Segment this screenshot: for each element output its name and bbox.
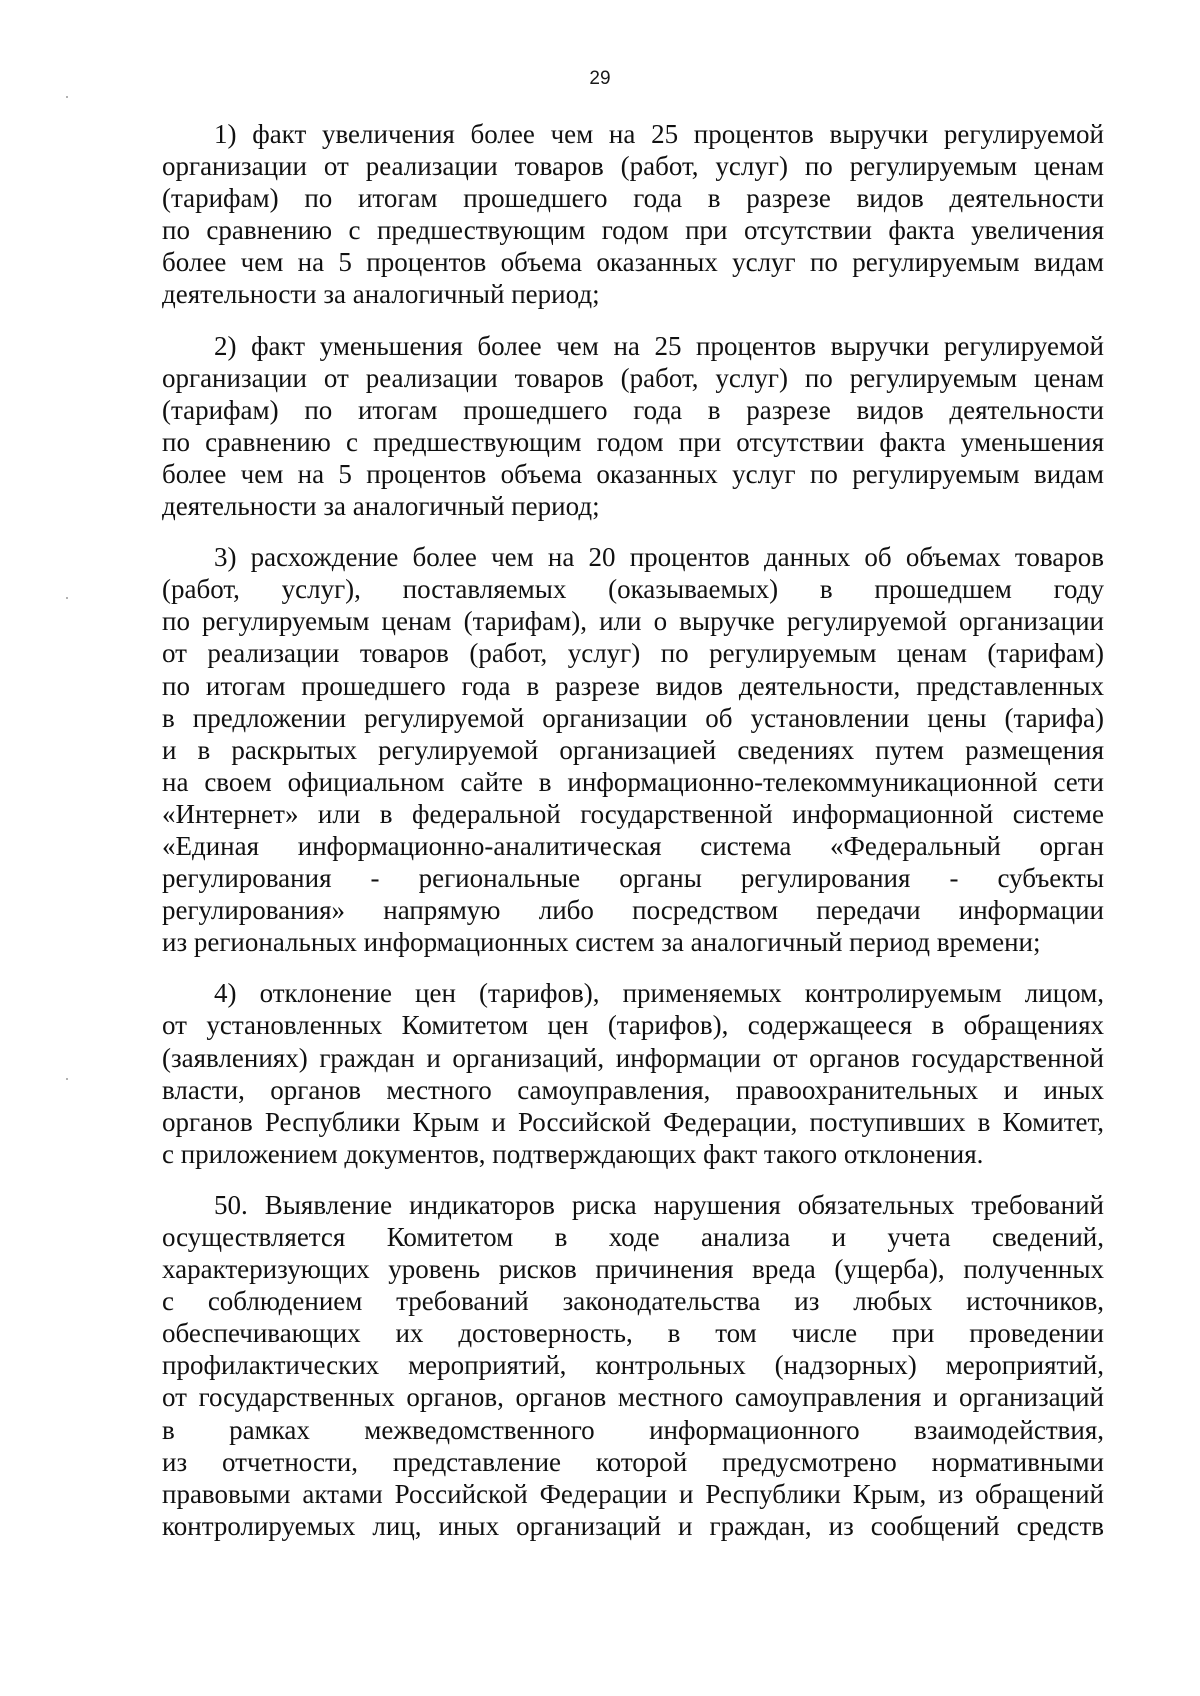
text-line: и в раскрытых регулируемой организацией сведениях путем размещения bbox=[162, 734, 1104, 765]
text-line: по сравнению с предшествующим годом при отсутствии факта увеличения bbox=[162, 215, 1104, 246]
text-line: 4) отклонение цен (тарифов), применяемых контролируемым лицом, bbox=[214, 978, 1104, 1009]
paragraph-2 bbox=[162, 330, 1104, 523]
text-line: более чем на 5 процентов объема оказанных услуг по регулируемым видам bbox=[162, 458, 1104, 489]
text-line: по регулируемым ценам (тарифам), или о выручке регулируемой организации bbox=[162, 606, 1104, 637]
paragraph-5 bbox=[162, 1189, 1104, 1542]
text-line: от государственных органов, органов местного самоуправления и организаций bbox=[162, 1382, 1104, 1413]
text-line: органов Республики Крым и Российской Федерации, поступивших в Комитет, bbox=[162, 1106, 1104, 1137]
text-line: «Единая информационно-аналитическая система «Федеральный орган bbox=[162, 830, 1104, 861]
text-line: организации от реализации товаров (работ, услуг) по регулируемым ценам bbox=[162, 151, 1104, 182]
text-line: в предложении регулируемой организации об установлении цены (тарифа) bbox=[162, 702, 1104, 733]
text-line: характеризующих уровень рисков причинения вреда (ущерба), полученных bbox=[162, 1254, 1104, 1285]
text-line: регулирования» напрямую либо посредством передачи информации bbox=[162, 895, 1104, 926]
scan-speck bbox=[66, 597, 68, 599]
text-line: 50. Выявление индикаторов риска нарушения обязательных требований bbox=[214, 1189, 1104, 1220]
text-line: из отчетности, представление которой предусмотрено нормативными bbox=[162, 1446, 1104, 1477]
text-line: профилактических мероприятий, контрольных (надзорных) мероприятий, bbox=[162, 1350, 1104, 1381]
text-line: (заявлениях) граждан и организаций, информации от органов государственной bbox=[162, 1042, 1104, 1073]
text-line: (тарифам) по итогам прошедшего года в разрезе видов деятельности bbox=[162, 394, 1104, 425]
text-line: от установленных Комитетом цен (тарифов), содержащееся в обращениях bbox=[162, 1010, 1104, 1041]
text-line: 3) расхождение более чем на 20 процентов данных об объемах товаров bbox=[214, 542, 1104, 573]
paragraph-4 bbox=[162, 977, 1104, 1170]
text-line: регулирования - региональные органы регулирования - субъекты bbox=[162, 863, 1104, 894]
text-line: на своем официальном сайте в информационно-телекоммуникационной сети bbox=[162, 766, 1104, 797]
text-line: в рамках межведомственного информационного взаимодействия, bbox=[162, 1414, 1104, 1445]
scan-speck bbox=[66, 1078, 68, 1080]
text-line: от реализации товаров (работ, услуг) по регулируемым ценам (тарифам) bbox=[162, 638, 1104, 669]
text-line: более чем на 5 процентов объема оказанных услуг по регулируемым видам bbox=[162, 247, 1104, 278]
text-line: по сравнению с предшествующим годом при отсутствии факта уменьшения bbox=[162, 426, 1104, 457]
page-number: 29 bbox=[589, 68, 611, 89]
text-line: власти, органов местного самоуправления, правоохранительных и иных bbox=[162, 1074, 1104, 1105]
text-line: (работ, услуг), поставляемых (оказываемых) в прошедшем году bbox=[162, 574, 1104, 605]
text-line: с соблюдением требований законодательства из любых источников, bbox=[162, 1286, 1104, 1317]
scan-speck bbox=[66, 96, 68, 98]
text-line: 1) факт увеличения более чем на 25 процентов выручки регулируемой bbox=[214, 119, 1104, 149]
text-line: (тарифам) по итогам прошедшего года в разрезе видов деятельности bbox=[162, 183, 1104, 214]
text-line: из региональных информационных систем за аналогичный период времени; bbox=[162, 927, 1041, 958]
text-line: контролируемых лиц, иных организаций и граждан, из сообщений средств bbox=[162, 1510, 1104, 1541]
text-line: правовыми актами Российской Федерации и Республики Крым, из обращений bbox=[162, 1478, 1104, 1509]
paragraph-3 bbox=[162, 541, 1104, 958]
text-line: с приложением документов, подтверждающих факт такого отклонения. bbox=[162, 1138, 984, 1169]
text-line: по итогам прошедшего года в разрезе видов деятельности, представленных bbox=[162, 670, 1104, 701]
text-line: 2) факт уменьшения более чем на 25 процентов выручки регулируемой bbox=[214, 330, 1104, 361]
text-line: организации от реализации товаров (работ, услуг) по регулируемым ценам bbox=[162, 362, 1104, 393]
text-line: «Интернет» или в федеральной государственной информационной системе bbox=[162, 798, 1104, 829]
text-line: осуществляется Комитетом в ходе анализа и учета сведений, bbox=[162, 1222, 1104, 1252]
text-line: деятельности за аналогичный период; bbox=[162, 491, 600, 522]
text-line: деятельности за аналогичный период; bbox=[162, 279, 600, 310]
document-body bbox=[162, 118, 1104, 1561]
text-line: обеспечивающих их достоверность, в том числе при проведении bbox=[162, 1318, 1104, 1349]
paragraph-1 bbox=[162, 118, 1104, 311]
